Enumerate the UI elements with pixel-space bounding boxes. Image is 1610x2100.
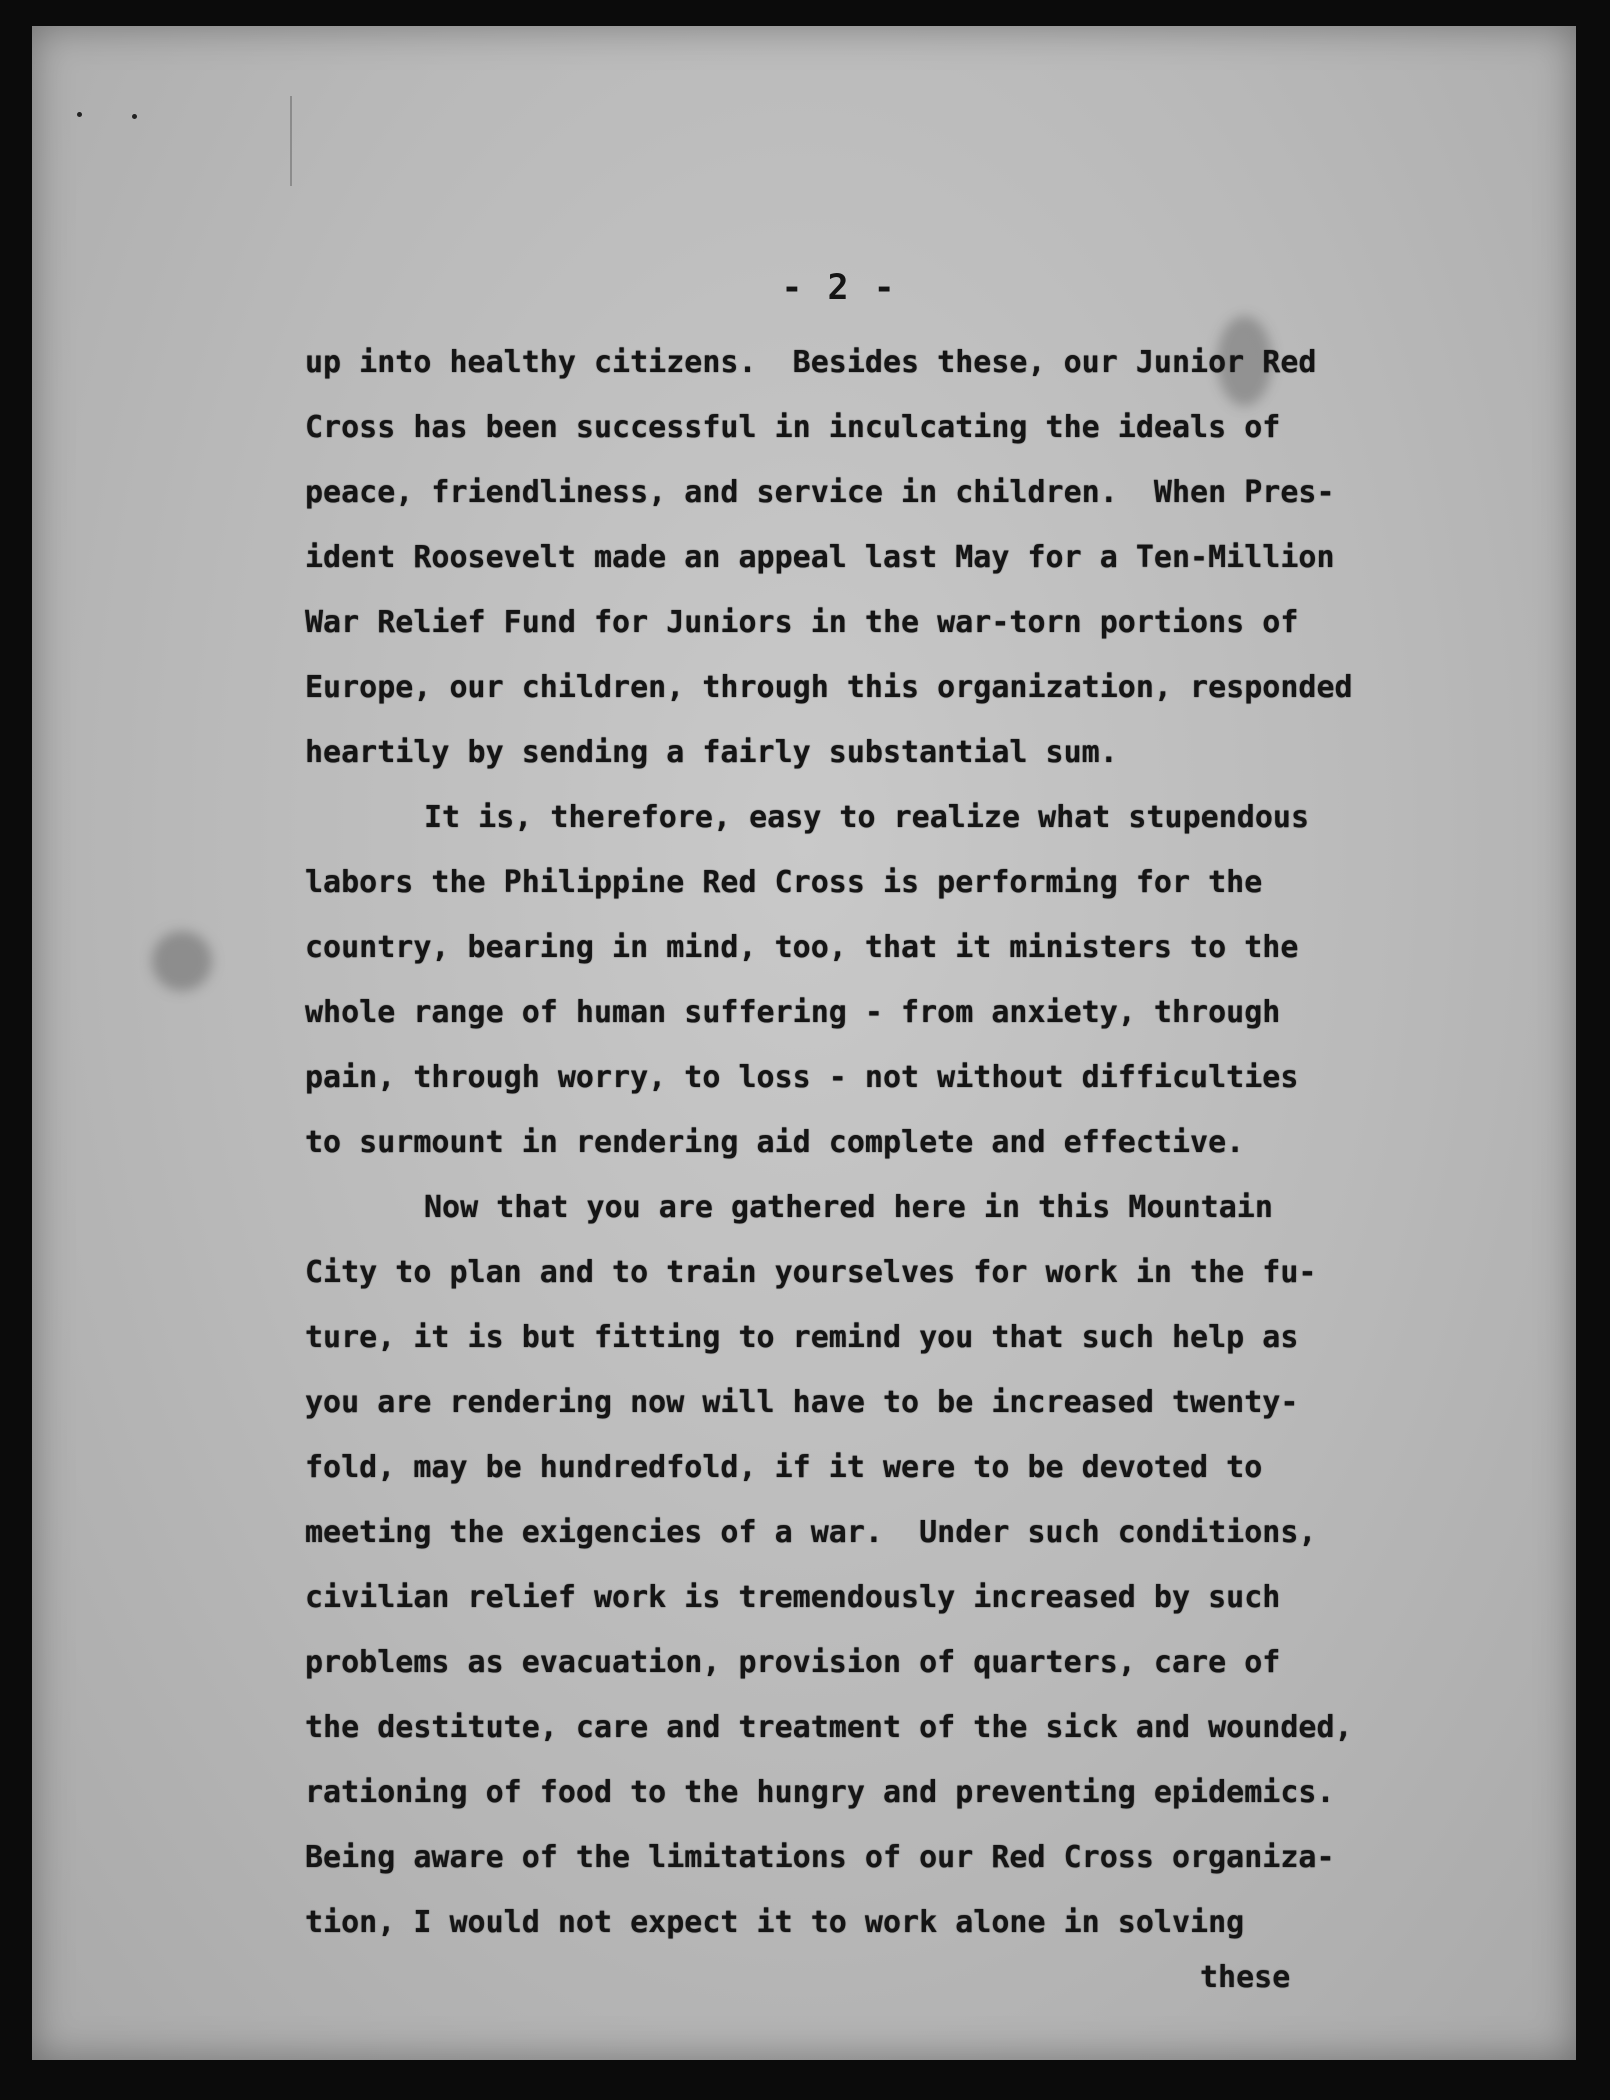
ink-smudge bbox=[152, 931, 212, 991]
text-line: ident Roosevelt made an appeal last May for a Ten-Million bbox=[305, 540, 1335, 575]
text-line: Cross has been successful in inculcating the ideals of bbox=[305, 410, 1281, 445]
text-line: problems as evacuation, provision of quarters, care of bbox=[305, 1645, 1281, 1680]
text-line: to surmount in rendering aid complete and effective. bbox=[305, 1125, 1245, 1160]
text-line: labors the Philippine Red Cross is performing for the bbox=[305, 865, 1263, 900]
text-line: up into healthy citizens. Besides these, our Junior Red bbox=[305, 345, 1317, 380]
text-line: whole range of human suffering - from anxiety, through bbox=[305, 995, 1281, 1030]
text-line: City to plan and to train yourselves for work in the fu- bbox=[305, 1255, 1317, 1290]
text-line: War Relief Fund for Juniors in the war-torn portions of bbox=[305, 605, 1299, 640]
text-line: peace, friendliness, and service in children. When Pres- bbox=[305, 475, 1335, 510]
paragraph-first-line: It is, therefore, easy to realize what stupendous bbox=[424, 800, 1310, 835]
dust-speck bbox=[132, 114, 137, 119]
text-line: country, bearing in mind, too, that it ministers to the bbox=[305, 930, 1299, 965]
text-line: ture, it is but fitting to remind you that such help as bbox=[305, 1320, 1299, 1355]
text-line: civilian relief work is tremendously increased by such bbox=[305, 1580, 1281, 1615]
text-line: tion, I would not expect it to work alone in solving bbox=[305, 1905, 1245, 1940]
text-line: rationing of food to the hungry and preventing epidemics. bbox=[305, 1775, 1335, 1810]
paragraph-first-line: Now that you are gathered here in this Mountain bbox=[424, 1190, 1273, 1225]
text-line: pain, through worry, to loss - not without difficulties bbox=[305, 1060, 1299, 1095]
page-number: - 2 - bbox=[781, 268, 897, 308]
catchword: these bbox=[1200, 1960, 1291, 1995]
text-line: Europe, our children, through this organization, responded bbox=[305, 670, 1353, 705]
text-line: heartily by sending a fairly substantial sum. bbox=[305, 735, 1118, 770]
dust-speck bbox=[77, 112, 82, 117]
text-line: Being aware of the limitations of our Red Cross organiza- bbox=[305, 1840, 1335, 1875]
text-line: the destitute, care and treatment of the sick and wounded, bbox=[305, 1710, 1353, 1745]
scan-artifact-line bbox=[290, 96, 292, 186]
text-line: fold, may be hundredfold, if it were to be devoted to bbox=[305, 1450, 1263, 1485]
text-line: meeting the exigencies of a war. Under such conditions, bbox=[305, 1515, 1317, 1550]
body-text bbox=[305, 330, 1485, 1955]
text-line: you are rendering now will have to be increased twenty- bbox=[305, 1385, 1299, 1420]
